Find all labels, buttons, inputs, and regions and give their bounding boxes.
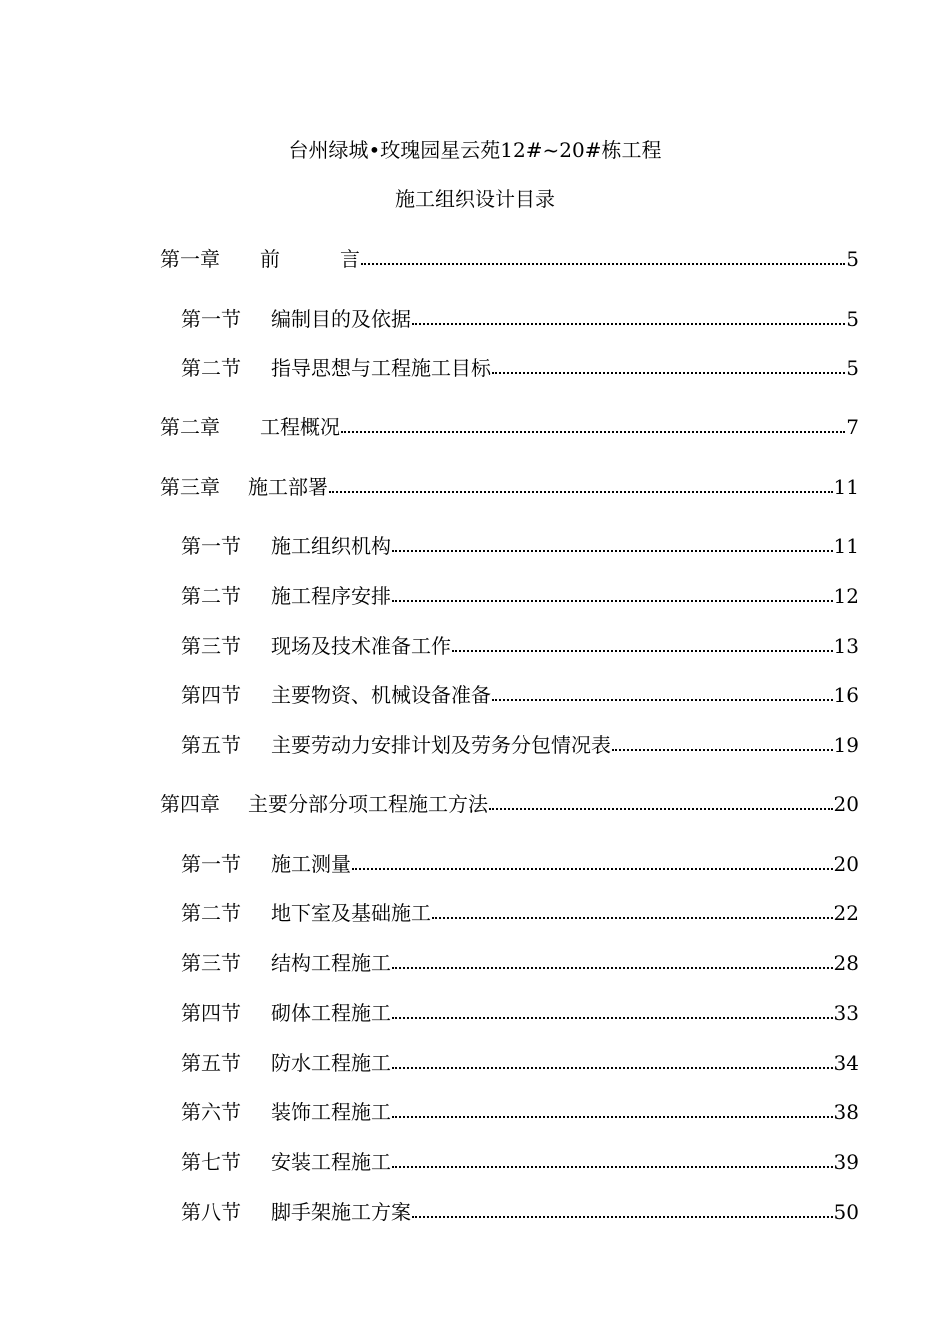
toc-text: 工程概况 [260, 415, 340, 439]
toc-number: 第八节 [181, 1200, 241, 1224]
toc-page: 19 [833, 733, 859, 757]
toc-entry [160, 791, 859, 817]
toc-text: 施工组织机构 [271, 534, 391, 558]
toc-number: 第二章 [160, 415, 220, 439]
toc-leader [432, 917, 833, 919]
toc-entry [181, 583, 859, 609]
toc-page: 11 [833, 475, 859, 499]
toc-text: 现场及技术准备工作 [271, 634, 451, 658]
toc-number: 第七节 [181, 1150, 241, 1174]
toc-number: 第三节 [181, 634, 241, 658]
toc-leader [392, 1017, 833, 1019]
toc-leader [392, 1067, 833, 1069]
toc-entry [160, 414, 859, 440]
toc-text: 指导思想与工程施工目标 [271, 356, 491, 380]
toc-number: 第三章 [160, 475, 220, 499]
toc-number: 第四章 [160, 792, 220, 816]
toc-number: 第一节 [181, 852, 241, 876]
toc-number: 第五节 [181, 1051, 241, 1075]
toc-page: 50 [833, 1200, 859, 1224]
toc-text: 施工部署 [248, 475, 328, 499]
toc-leader [392, 550, 833, 552]
toc-number: 第三节 [181, 951, 241, 975]
toc-leader [452, 650, 833, 652]
toc-number: 第二节 [181, 901, 241, 925]
toc-page: 20 [833, 792, 859, 816]
toc-text: 施工测量 [271, 852, 351, 876]
toc-number: 第二节 [181, 584, 241, 608]
toc-page: 11 [833, 534, 859, 558]
toc-text: 主要物资、机械设备准备 [271, 683, 491, 707]
toc-page: 16 [833, 683, 859, 707]
toc-text: 主要劳动力安排计划及劳务分包情况表 [271, 733, 611, 757]
toc-leader [341, 431, 845, 433]
toc-number: 第六节 [181, 1100, 241, 1124]
toc-entry [181, 1149, 859, 1175]
toc-page: 22 [833, 901, 859, 925]
toc-leader [361, 263, 845, 265]
toc-leader [392, 1116, 833, 1118]
toc-leader [392, 1166, 833, 1168]
toc-entry [181, 732, 859, 758]
toc-leader [392, 967, 833, 969]
toc-page: 28 [833, 951, 859, 975]
toc-number: 第四节 [181, 683, 241, 707]
toc-leader [392, 600, 833, 602]
toc-page: 38 [833, 1100, 859, 1124]
toc-entry [181, 682, 859, 708]
toc-text: 砌体工程施工 [271, 1001, 391, 1025]
toc-number: 第二节 [181, 356, 241, 380]
toc-text: 主要分部分项工程施工方法 [248, 792, 488, 816]
toc-entry [181, 900, 859, 926]
toc-leader [492, 699, 833, 701]
toc-number: 第一节 [181, 307, 241, 331]
toc-text: 地下室及基础施工 [271, 901, 431, 925]
toc-page: 20 [833, 852, 859, 876]
toc-entry [160, 474, 859, 500]
toc-entry [181, 1199, 859, 1225]
toc-entry [181, 1000, 859, 1026]
toc-page: 5 [846, 307, 859, 331]
toc-entry [181, 1050, 859, 1076]
toc-page: 7 [846, 415, 859, 439]
toc-number: 第一章 [160, 247, 220, 271]
toc-leader [412, 323, 845, 325]
toc-page: 13 [833, 634, 859, 658]
toc-page: 5 [846, 356, 859, 380]
toc-text: 防水工程施工 [271, 1051, 391, 1075]
toc-text: 结构工程施工 [271, 951, 391, 975]
toc-text: 装饰工程施工 [271, 1100, 391, 1124]
toc-entry [181, 633, 859, 659]
toc-page: 33 [833, 1001, 859, 1025]
toc-leader [412, 1216, 833, 1218]
toc-text: 编制目的及依据 [271, 307, 411, 331]
toc-page: 12 [833, 584, 859, 608]
toc-text: 前 言 [260, 247, 360, 271]
toc-entry [181, 1099, 859, 1125]
toc-leader [492, 372, 845, 374]
toc-entry [181, 533, 859, 559]
toc-page: 5 [846, 247, 859, 271]
toc-leader [612, 749, 833, 751]
document-subtitle: 施工组织设计目录 [395, 187, 555, 211]
toc-text: 安装工程施工 [271, 1150, 391, 1174]
toc-leader [489, 808, 833, 810]
toc-leader [352, 868, 833, 870]
toc-number: 第四节 [181, 1001, 241, 1025]
toc-page: 34 [833, 1051, 859, 1075]
toc-text: 施工程序安排 [271, 584, 391, 608]
toc-number: 第五节 [181, 733, 241, 757]
toc-entry [181, 851, 859, 877]
toc-entry [160, 246, 859, 272]
toc-leader [329, 491, 833, 493]
document-title: 台州绿城•玫瑰园星云苑12#~20#栋工程 [288, 138, 662, 162]
toc-text: 脚手架施工方案 [271, 1200, 411, 1224]
toc-entry [181, 355, 859, 381]
toc-number: 第一节 [181, 534, 241, 558]
toc-page: 39 [833, 1150, 859, 1174]
toc-entry [181, 306, 859, 332]
toc-entry [181, 950, 859, 976]
